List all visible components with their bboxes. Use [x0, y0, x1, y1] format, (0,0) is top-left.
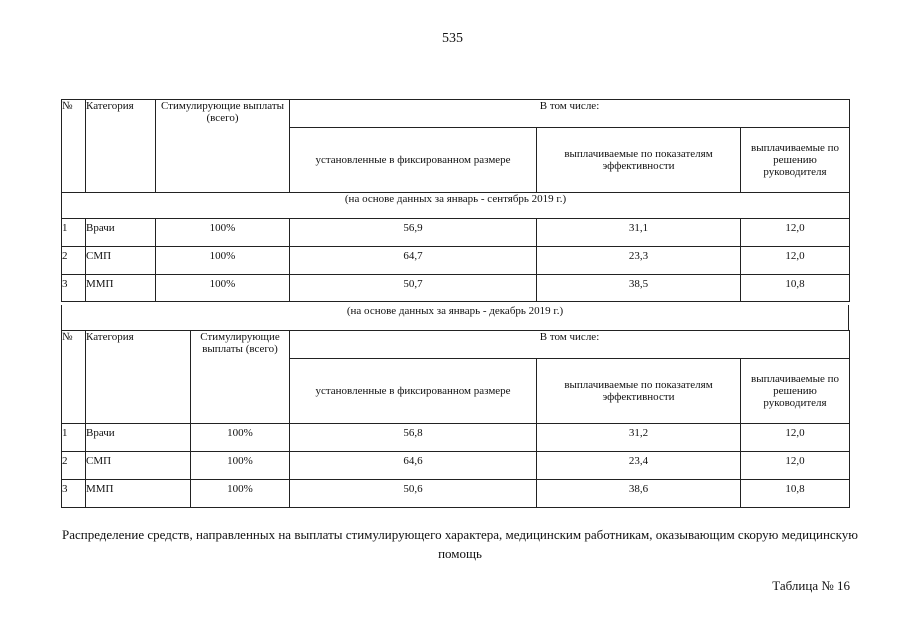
row-category: ММП — [86, 275, 156, 302]
header-total: Стимулирующие выплаты (всего) — [156, 100, 290, 193]
row-number: 1 — [62, 424, 86, 452]
table-row — [62, 424, 850, 452]
row-category: Врачи — [86, 424, 191, 452]
row-category: СМП — [86, 247, 156, 275]
row-manager: 12,0 — [741, 424, 850, 452]
header-category: Категория — [86, 100, 156, 193]
header-no: № — [62, 100, 86, 193]
row-total: 100% — [156, 275, 290, 302]
header-performance: выплачиваемые по показателям эффективности — [537, 128, 741, 193]
row-performance: 23,3 — [537, 247, 741, 275]
row-fixed: 50,7 — [290, 275, 537, 302]
row-performance: 38,6 — [537, 480, 741, 508]
table-row — [62, 247, 850, 275]
header-fixed: установленные в фиксированном размере — [290, 359, 537, 424]
header-including: В том числе: — [290, 331, 850, 359]
header-category: Категория — [86, 331, 191, 424]
row-total: 100% — [191, 452, 290, 480]
row-category: ММП — [86, 480, 191, 508]
row-number: 2 — [62, 247, 86, 275]
row-fixed: 64,6 — [290, 452, 537, 480]
row-manager: 10,8 — [741, 275, 850, 302]
row-performance: 38,5 — [537, 275, 741, 302]
row-performance: 31,2 — [537, 424, 741, 452]
stimulus-table-jan-dec — [61, 330, 850, 508]
row-fixed: 64,7 — [290, 247, 537, 275]
row-total: 100% — [156, 219, 290, 247]
row-total: 100% — [191, 480, 290, 508]
stimulus-table-jan-sep — [61, 99, 850, 302]
header-manager: выплачиваемые по решению руководителя — [741, 128, 850, 193]
period-label — [62, 193, 850, 219]
table-row — [62, 275, 850, 302]
row-fixed: 56,9 — [290, 219, 537, 247]
row-number: 3 — [62, 480, 86, 508]
header-including: В том числе: — [290, 100, 850, 128]
table-row — [62, 480, 850, 508]
table-label: Таблица № 16 — [772, 578, 850, 593]
row-fixed: 50,6 — [290, 480, 537, 508]
table-caption: Распределение средств, направленных на выплаты стимулирующего характера, медицинским работникам, оказывающим скорую медицинскую помощь — [61, 527, 859, 561]
period-text: (на основе данных за январь - декабрь 2019 г.) — [346, 305, 564, 317]
header-manager: выплачиваемые по решению руководителя — [741, 359, 850, 424]
header-fixed: установленные в фиксированном размере — [290, 128, 537, 193]
table-row — [62, 219, 850, 247]
row-manager: 12,0 — [741, 247, 850, 275]
row-total: 100% — [156, 247, 290, 275]
row-manager: 12,0 — [741, 219, 850, 247]
row-category: СМП — [86, 452, 191, 480]
table-row — [62, 452, 850, 480]
row-number: 1 — [62, 219, 86, 247]
header-performance: выплачиваемые по показателям эффективности — [537, 359, 741, 424]
header-total: Стимулирующие выплаты (всего) — [191, 331, 290, 424]
period-label-2 — [61, 305, 849, 330]
header-no: № — [62, 331, 86, 424]
row-number: 2 — [62, 452, 86, 480]
row-performance: 31,1 — [537, 219, 741, 247]
row-performance: 23,4 — [537, 452, 741, 480]
row-manager: 12,0 — [741, 452, 850, 480]
row-total: 100% — [191, 424, 290, 452]
period-text: (на основе данных за январь - сентябрь 2019 г.) — [344, 193, 567, 205]
row-number: 3 — [62, 275, 86, 302]
row-category: Врачи — [86, 219, 156, 247]
page-number: 535 — [442, 31, 463, 46]
row-manager: 10,8 — [741, 480, 850, 508]
row-fixed: 56,8 — [290, 424, 537, 452]
